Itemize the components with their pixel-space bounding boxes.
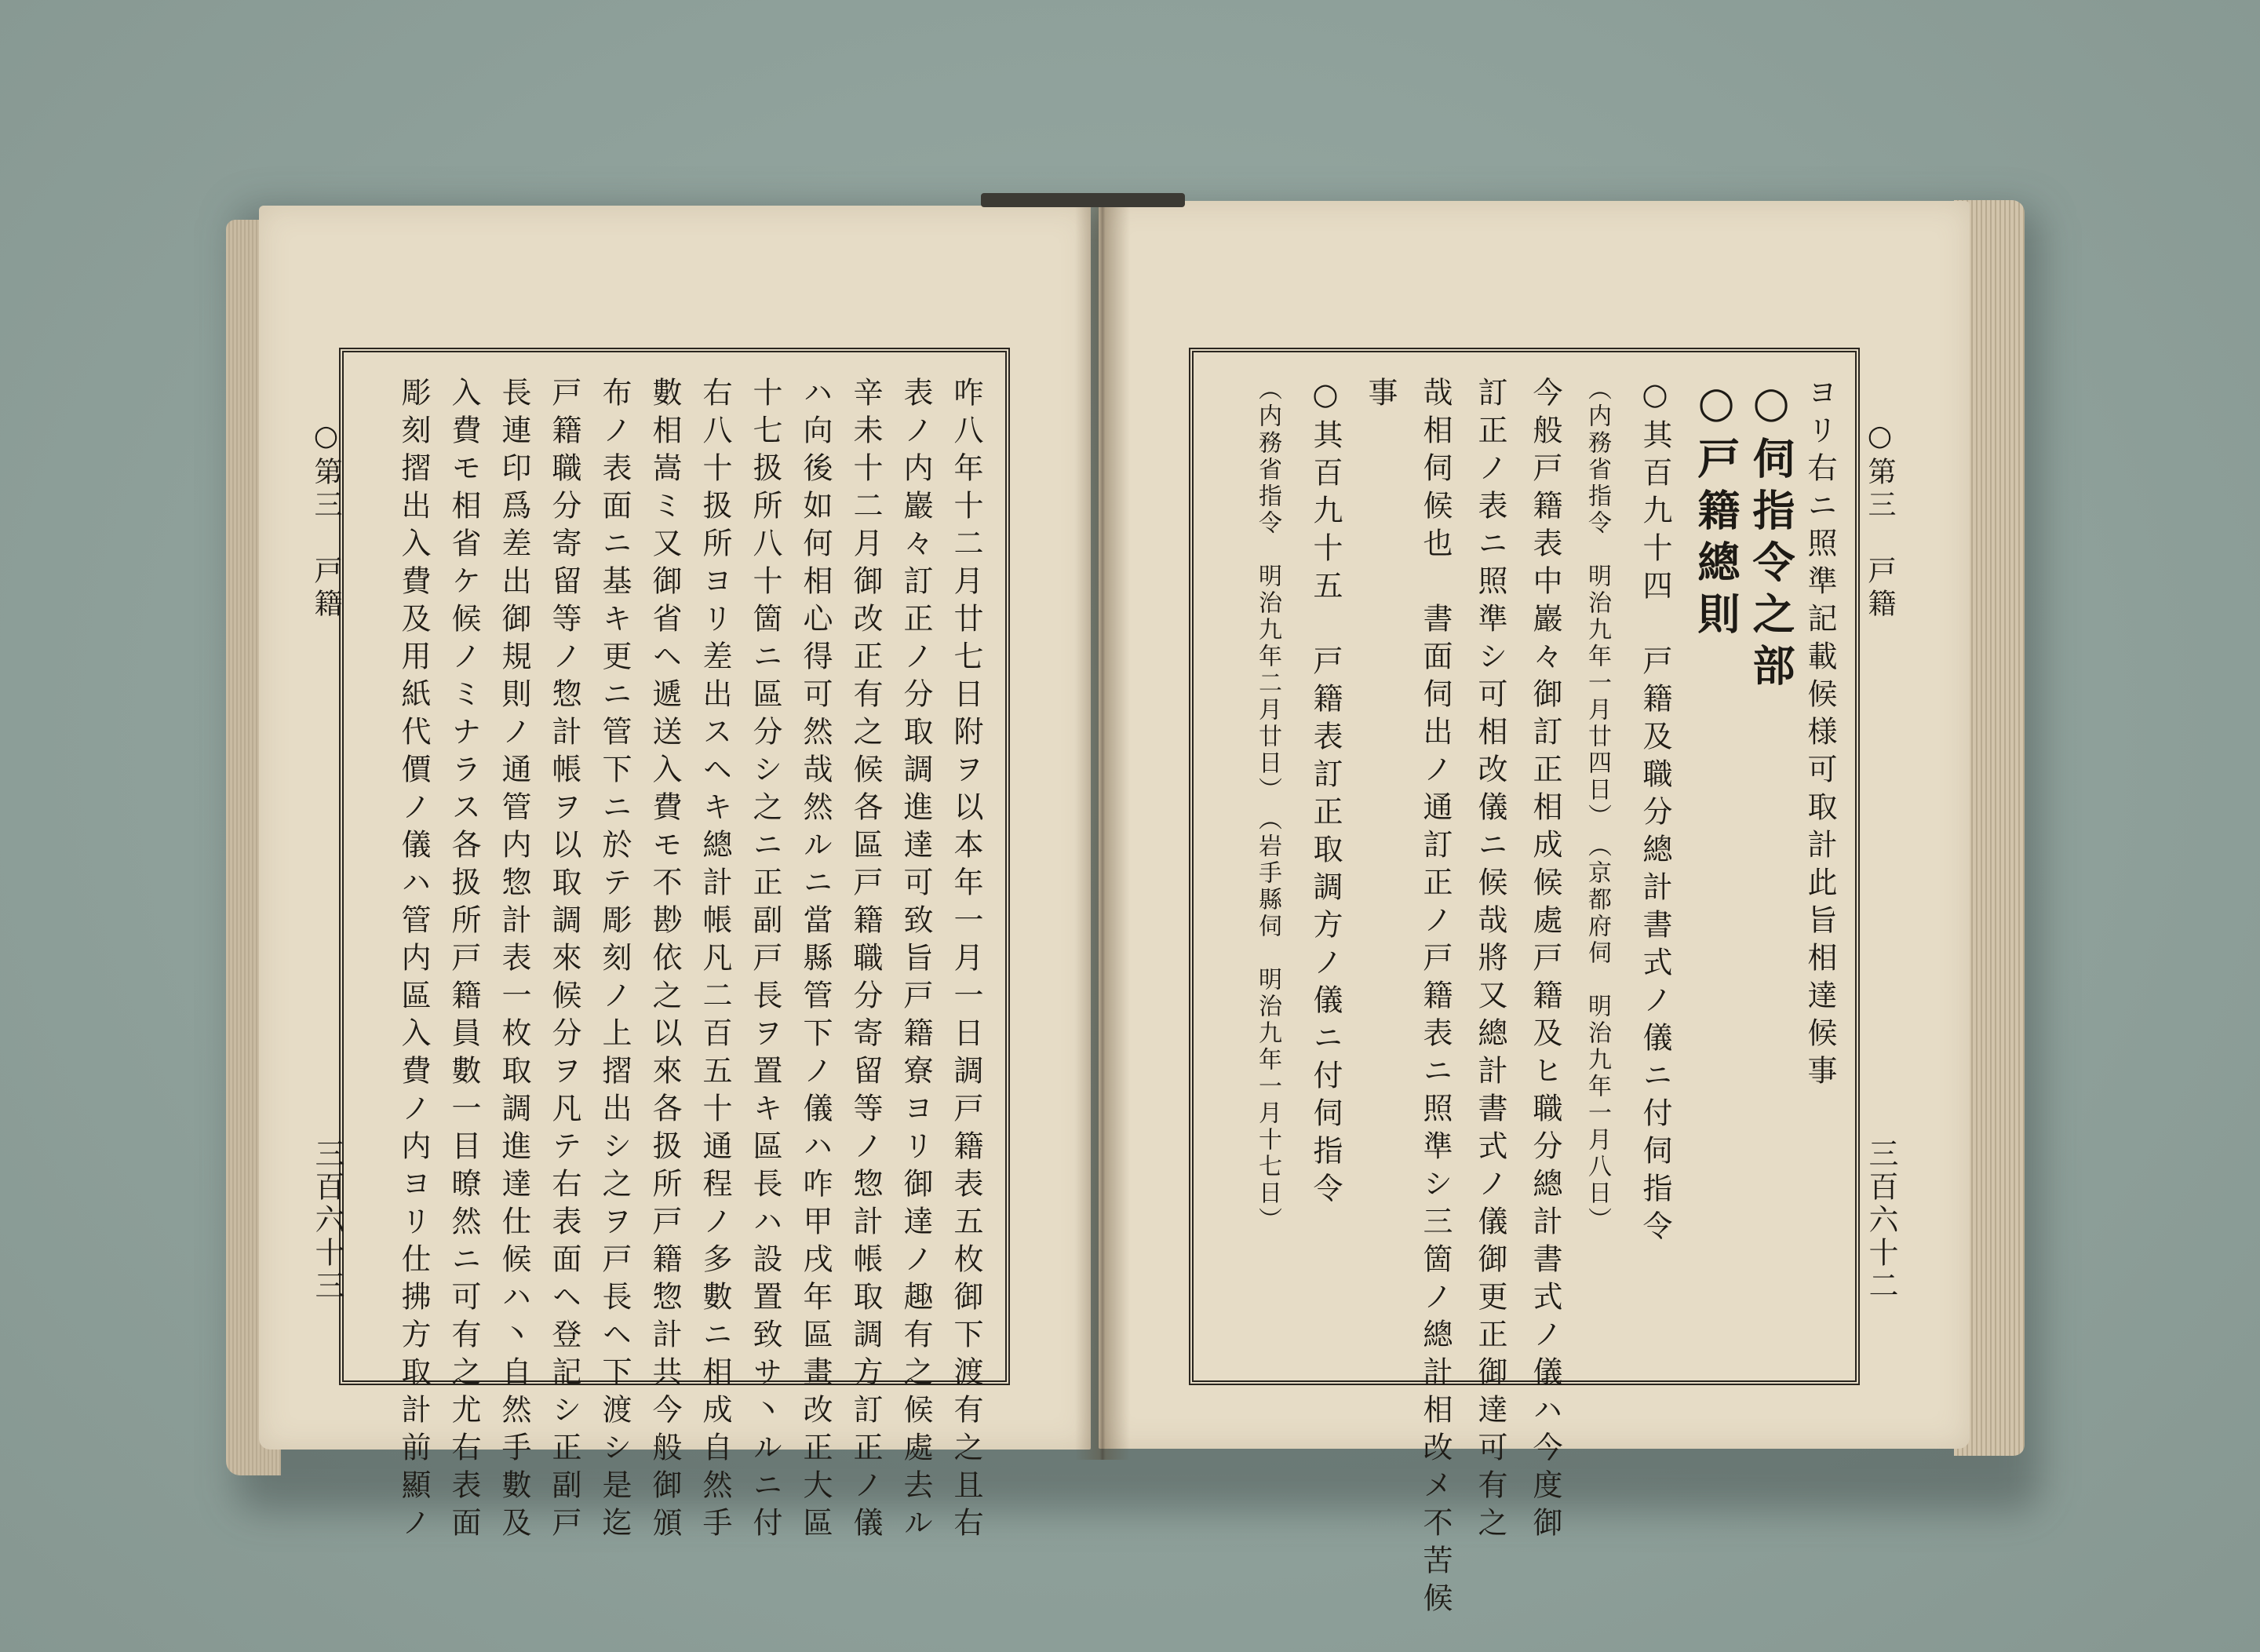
text-column: 入費モ相省ケ候ノミナラス各扱所戸籍員數一目暸然ニ可有之尤右表面 bbox=[447, 377, 481, 1544]
text-column: 表ノ内巖々訂正ノ分取調進達可致旨戸籍寮ヨリ御達ノ趣有之候處去ル bbox=[899, 377, 933, 1544]
text-column: ○其百九十五 戸籍表訂正取調方ノ儀ニ付伺指令 bbox=[1308, 377, 1343, 1210]
text-column: （内務省指令 明治九年一月廿四日） （京都府伺 明治九年一月八日） bbox=[1584, 377, 1611, 1234]
text-column: ヨリ右ニ照準記載候様可取計此旨相達候事 bbox=[1803, 377, 1837, 1092]
text-column: 哉相伺候也 書面伺出ノ通訂正ノ戸籍表ニ照準シ三箇ノ總計相改メ不苦候 bbox=[1418, 377, 1453, 1620]
text-column: 長連印爲差出御規則ノ通管内惣計表一枚取調進達仕候ハ丶自然手數及 bbox=[497, 377, 531, 1544]
text-column: ○伺指令之部 bbox=[1746, 377, 1796, 695]
text-column: 彫刻摺出入費及用紙代價ノ儀ハ管内區入費ノ内ヨリ仕拂方取計前顯ノ bbox=[396, 377, 431, 1544]
text-column: 今般戸籍表中巖々御訂正相成候處戸籍及ヒ職分總計書式ノ儀ハ今度御 bbox=[1528, 377, 1562, 1544]
right-running-head: ○第三 戸籍 bbox=[1864, 420, 1896, 622]
text-column: 事 bbox=[1363, 377, 1398, 414]
text-column: 戸籍職分寄留等ノ惣計帳ヲ以取調來候分ヲ凡テ右表面ヘ登記シ正副戸 bbox=[547, 377, 581, 1544]
left-folio: 三百六十三 bbox=[310, 1138, 344, 1303]
spine-binding bbox=[981, 193, 1185, 207]
left-running-head: ○第三 戸籍 bbox=[310, 420, 342, 622]
text-column: 數相嵩ミ又御省ヘ遞送入費モ不尠依之以來各扱所戸籍惣計共今般御頒 bbox=[647, 377, 682, 1544]
text-column: ○其百九十四 戸籍及職分總計書式ノ儀ニ付伺指令 bbox=[1638, 377, 1672, 1248]
text-column: ○戸籍總則 bbox=[1691, 377, 1741, 644]
book-spine bbox=[1075, 196, 1130, 1460]
text-column: （内務省指令 明治九年二月廿日） （岩手縣伺 明治九年一月十七日） bbox=[1254, 377, 1281, 1234]
text-column: 訂正ノ表ニ照準シ可相改儀ニ候哉將又總計書式ノ儀御更正御達可有之 bbox=[1473, 377, 1507, 1544]
text-column: 咋八年十二月廿七日附ヲ以本年一月一日調戸籍表五枚御下渡有之且右 bbox=[949, 377, 983, 1544]
text-column: 右八十扱所ヨリ差出スヘキ總計帳凡二百五十通程ノ多數ニ相成自然手 bbox=[698, 377, 732, 1544]
text-column: 十七扱所八十箇ニ區分シ之ニ正副戸長ヲ置キ區長ハ設置致サ丶ルニ付 bbox=[748, 377, 782, 1544]
text-column: ハ向後如何相心得可然哉然ルニ當縣管下ノ儀ハ咋甲戌年區畫改正大區 bbox=[798, 377, 833, 1544]
right-folio: 三百六十二 bbox=[1864, 1138, 1898, 1303]
text-column: 辛未十二月御改正有之候各區戸籍職分寄留等ノ惣計帳取調方訂正ノ儀 bbox=[848, 377, 883, 1544]
text-column: 布ノ表面ニ基キ更ニ管下ニ於テ彫刻ノ上摺出シ之ヲ戸長ヘ下渡シ是迄 bbox=[597, 377, 632, 1544]
